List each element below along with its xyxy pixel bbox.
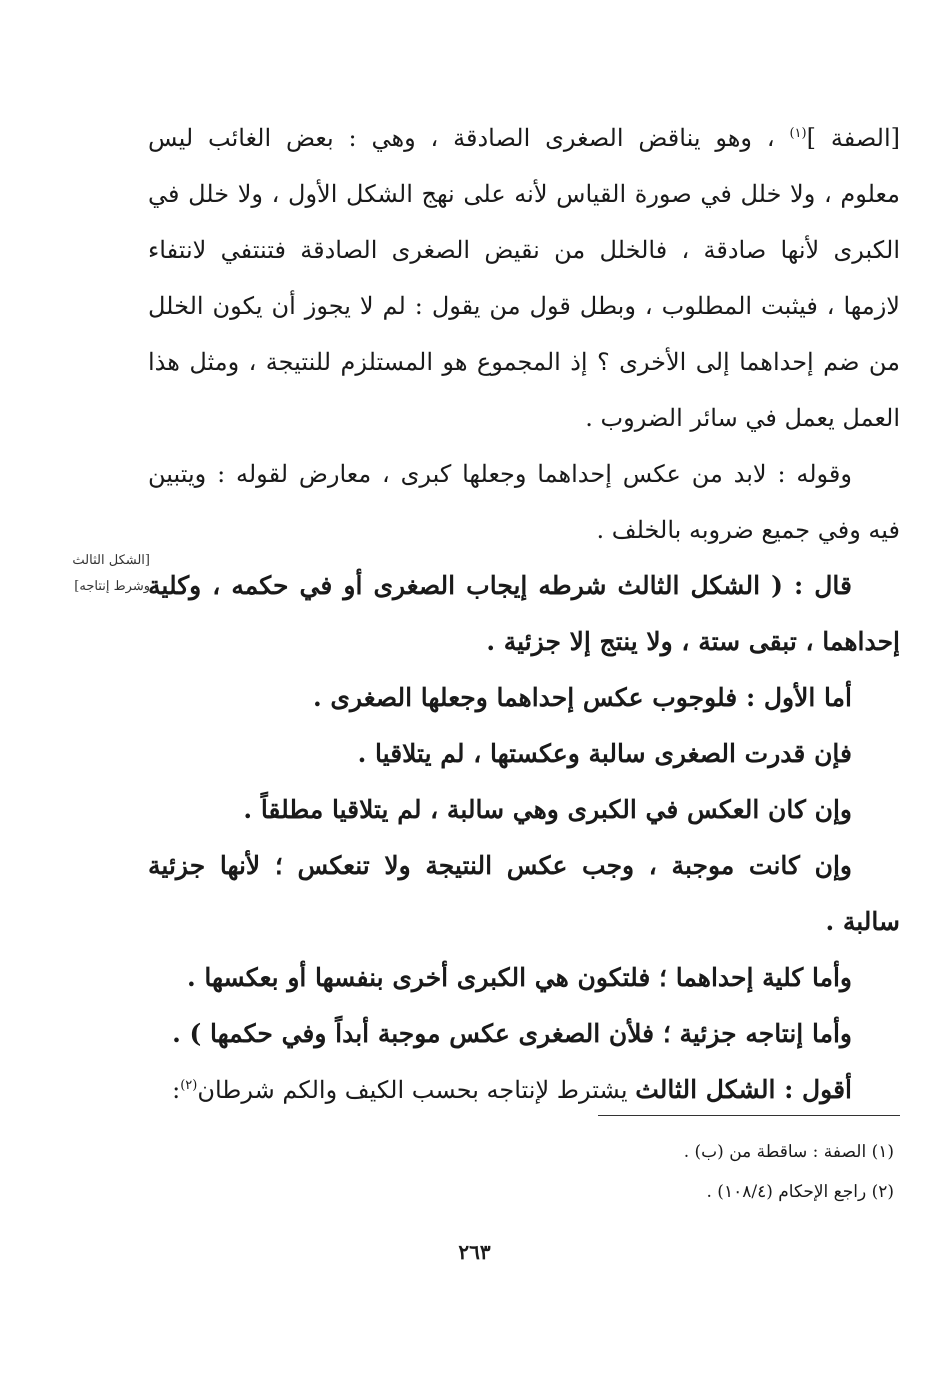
text-line-9: قال : ( الشكل الثالث شرطه إيجاب الصغرى أو في حكمه ، وكلية <box>148 571 852 600</box>
text-line-11: أما الأول : فلوجوب عكس إحداهما وجعلها الصغرى . <box>313 683 852 712</box>
text-line-18-rest: يشترط لإنتاجه بحسب الكيف والكم شرطان <box>197 1076 636 1104</box>
text-line-16: وأما كلية إحداهما ؛ فلتكون هي الكبرى أخرى بنفسها أو بعكسها . <box>186 963 852 992</box>
text-line-13: وإن كان العكس في الكبرى وهي سالبة ، لم يتلاقيا مطلقاً . <box>243 795 852 824</box>
text-line-5: من ضم إحداهما إلى الأخرى ؟ إذ المجموع هو المستلزم للنتيجة ، ومثل هذا <box>148 348 900 376</box>
text-line-14: وإن كانت موجبة ، وجب عكس النتيجة ولا تنعكس ؛ لأنها جزئية <box>148 851 852 880</box>
footnote-ref-1[interactable]: (١) <box>789 126 807 141</box>
text-line-18-tail: : <box>172 1076 181 1104</box>
text-line-7: وقوله : لابد من عكس إحداهما وجعلها كبرى ، معارض لقوله : ويتبين <box>148 460 852 488</box>
text-line-1-post: ، وهو يناقض الصغرى الصادقة ، وهي : بعض الغائب ليس <box>148 124 790 152</box>
text-line-15: سالبة . <box>825 907 900 936</box>
margin-note-line-1: [الشكل الثالث <box>72 553 150 568</box>
text-line-6: العمل يعمل في سائر الضروب . <box>585 404 900 432</box>
margin-note <box>20 548 150 600</box>
text-line-4: لازمها ، فيثبت المطلوب ، وبطل قول من يقول : لم لا يجوز أن يكون الخلل <box>148 292 900 320</box>
footnote-2: (٢) راجع الإحكام (١٠٨/٤) . <box>706 1182 894 1202</box>
footnote-ref-2[interactable]: (٢) <box>180 1078 198 1093</box>
text-line-12: فإن قدرت الصغرى سالبة وعكستها ، لم يتلاقيا . <box>357 739 852 768</box>
text-line-1 <box>148 110 900 166</box>
footnote-separator <box>598 1115 900 1116</box>
text-line-8: فيه وفي جميع ضروبه بالخلف . <box>596 516 900 544</box>
text-line-2: معلوم ، ولا خلل في صورة القياس لأنه على نهج الشكل الأول ، ولا خلل في <box>148 180 900 208</box>
footnote-1: (١) الصفة : ساقطة من (ب) . <box>683 1142 894 1162</box>
text-line-10: إحداهما ، تبقى ستة ، ولا ينتج إلا جزئية . <box>486 627 900 656</box>
text-line-1-pre: [الصفة ] <box>806 124 900 152</box>
text-line-18 <box>148 1062 900 1118</box>
text-line-3: الكبرى لأنها صادقة ، فالخلل من نقيض الصغرى الصادقة فتنتفي لانتفاء <box>148 236 900 264</box>
text-line-17: وأما إنتاجه جزئية ؛ فلأن الصغرى عكس موجبة أبداً وفي حكمها ) . <box>172 1019 852 1048</box>
margin-note-line-2: وشرط إنتاجه] <box>74 579 150 594</box>
page-number: ٢٦٣ <box>458 1240 491 1264</box>
text-line-18-bold: أقول : الشكل الثالث <box>635 1075 852 1104</box>
